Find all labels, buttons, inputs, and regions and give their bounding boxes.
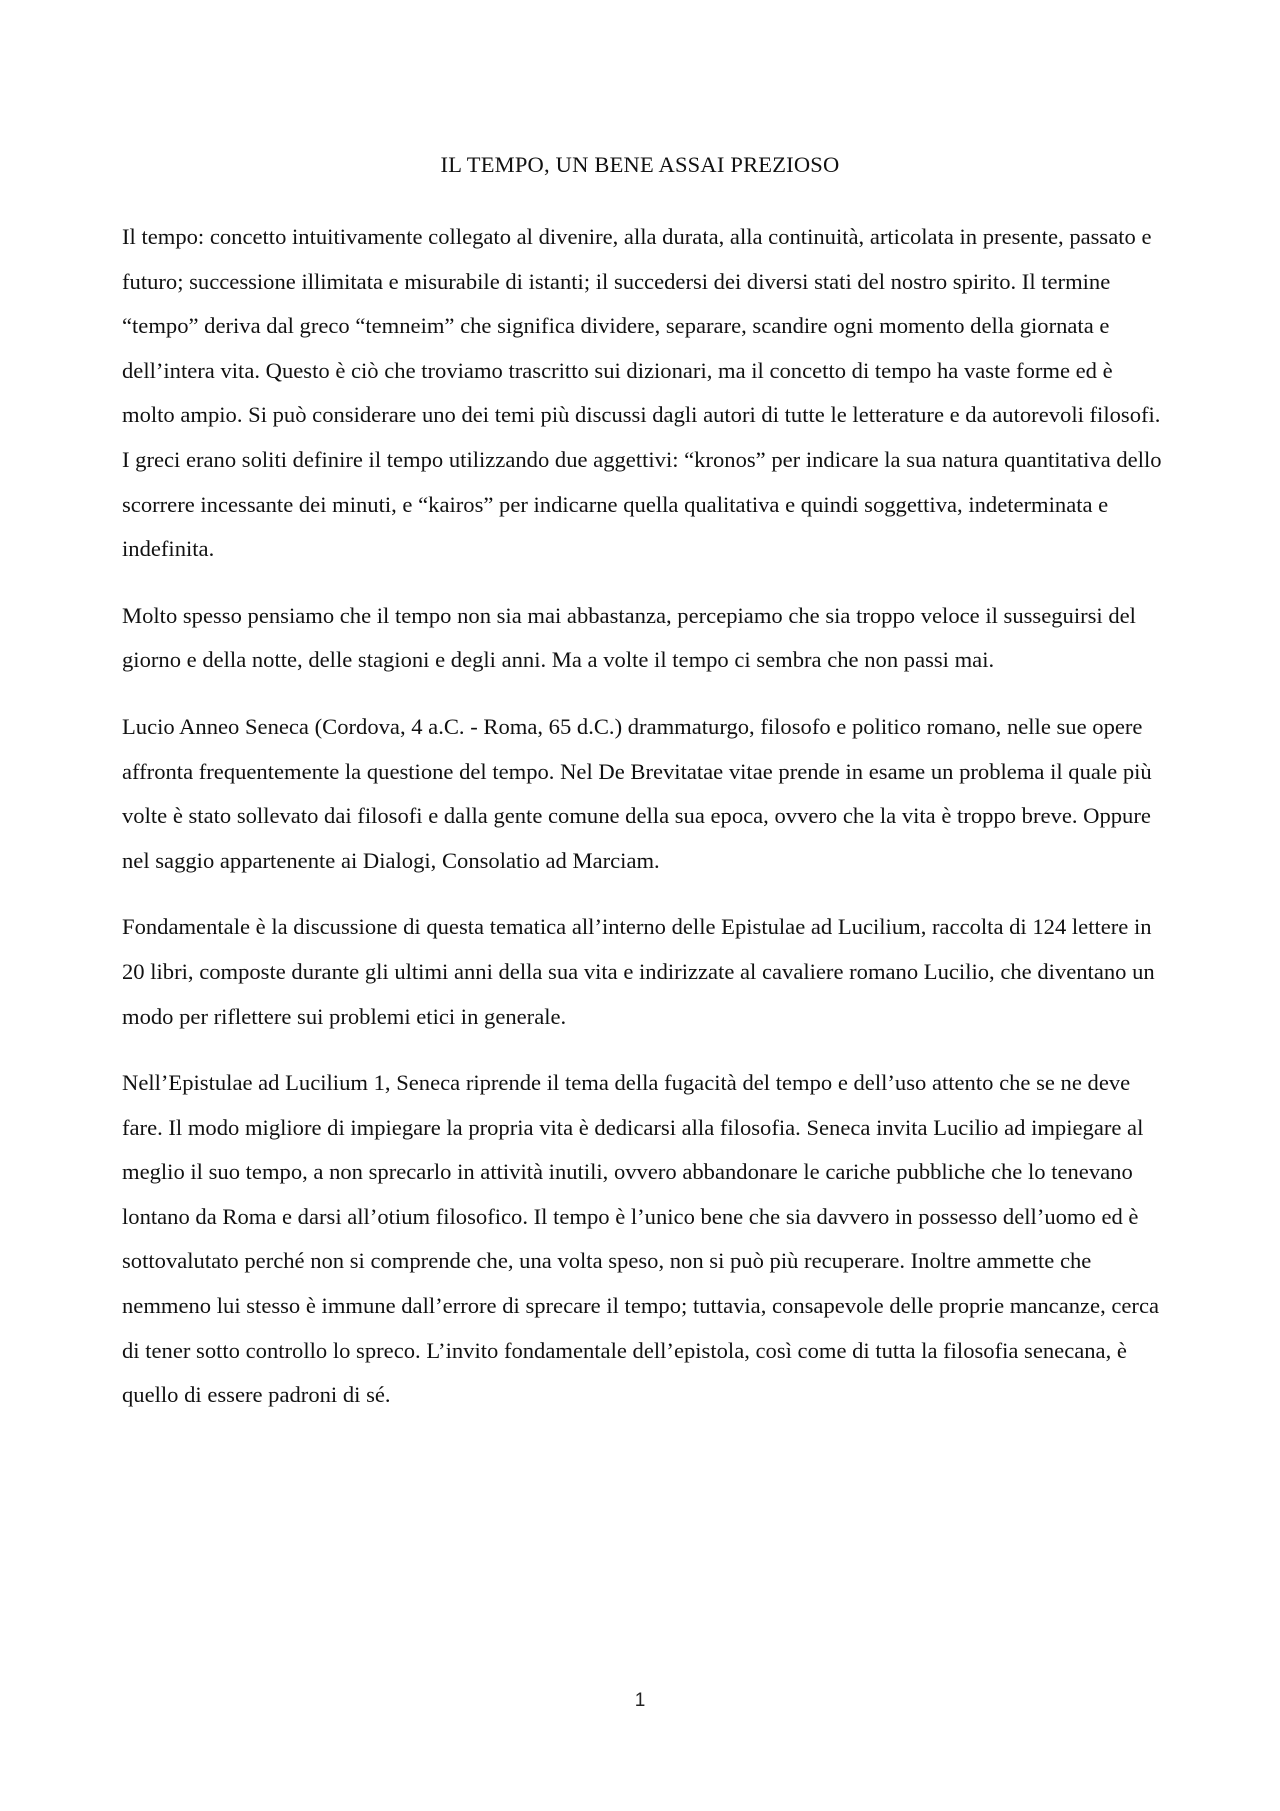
paragraph-1: Il tempo: concetto intuitivamente collegato al divenire, alla durata, alla continuità, articolata in presente, passato e futuro; successione illimitata e misurabile di istanti; il succedersi dei diversi stati del nostro spirito. Il termine “tempo” deriva dal greco “temneim” che significa dividere, separare, scandire ogni momento della giornata e dell’intera vita. Questo è ciò che troviamo trascritto sui dizionari, ma il concetto di tempo ha vaste forme ed è molto ampio. Si può considerare uno dei temi più discussi dagli autori di tutte le letterature e da autorevoli filosofi. I greci erano soliti definire il tempo utilizzando due aggettivi: “kronos” per indicare la sua natura quantitativa dello scorrere incessante dei minuti, e “kairos” per indicarne quella qualitativa e quindi soggettiva, indeterminata e indefinita. xyxy=(122,224,1162,562)
paragraph-3: Lucio Anneo Seneca (Cordova, 4 a.C. - Roma, 65 d.C.) drammaturgo, filosofo e politico romano, nelle sue opere affronta frequentemente la questione del tempo. Nel De Brevitatae vitae prende in esame un problema il quale più volte è stato sollevato dai filosofi e dalla gente comune della sua epoca, ovvero che la vita è troppo breve. Oppure nel saggio appartenente ai Dialogi, Consolatio ad Marciam. xyxy=(122,713,1152,873)
paragraph-5: Nell’Epistulae ad Lucilium 1, Seneca riprende il tema della fugacità del tempo e dell’uso attento che se ne deve fare. Il modo migliore di impiegare la propria vita è dedicarsi alla filosofia. Seneca invita Lucilio ad impiegare al meglio il suo tempo, a non sprecarlo in attività inutili, ovvero abbandonare le cariche pubbliche che lo tenevano lontano da Roma e darsi all’otium filosofico. Il tempo è l’unico bene che sia davvero in possesso dell’uomo ed è sottovalutato perché non si comprende che, una volta speso, non si può più recuperare. Inoltre ammette che nemmeno lui stesso è immune dall’errore di sprecare il tempo; tuttavia, consapevole delle proprie mancanze, cerca di tener sotto controllo lo spreco. L’invito fondamentale dell’epistola, così come di tutta la filosofia senecana, è quello di essere padroni di sé. xyxy=(122,1070,1160,1408)
page-number: 1 xyxy=(634,1690,646,1711)
document-body xyxy=(122,215,1170,1440)
page-title: IL TEMPO, UN BENE ASSAI PREZIOSO xyxy=(440,152,840,177)
paragraph-2: Molto spesso pensiamo che il tempo non sia mai abbastanza, percepiamo che sia troppo veloce il susseguirsi del giorno e della notte, delle stagioni e degli anni. Ma a volte il tempo ci sembra che non passi mai. xyxy=(122,602,1136,673)
paragraph-4: Fondamentale è la discussione di questa tematica all’interno delle Epistulae ad Lucilium, raccolta di 124 lettere in 20 libri, composte durante gli ultimi anni della sua vita e indirizzate al cavaliere romano Lucilio, che diventano un modo per riflettere sui problemi etici in generale. xyxy=(122,914,1155,1029)
